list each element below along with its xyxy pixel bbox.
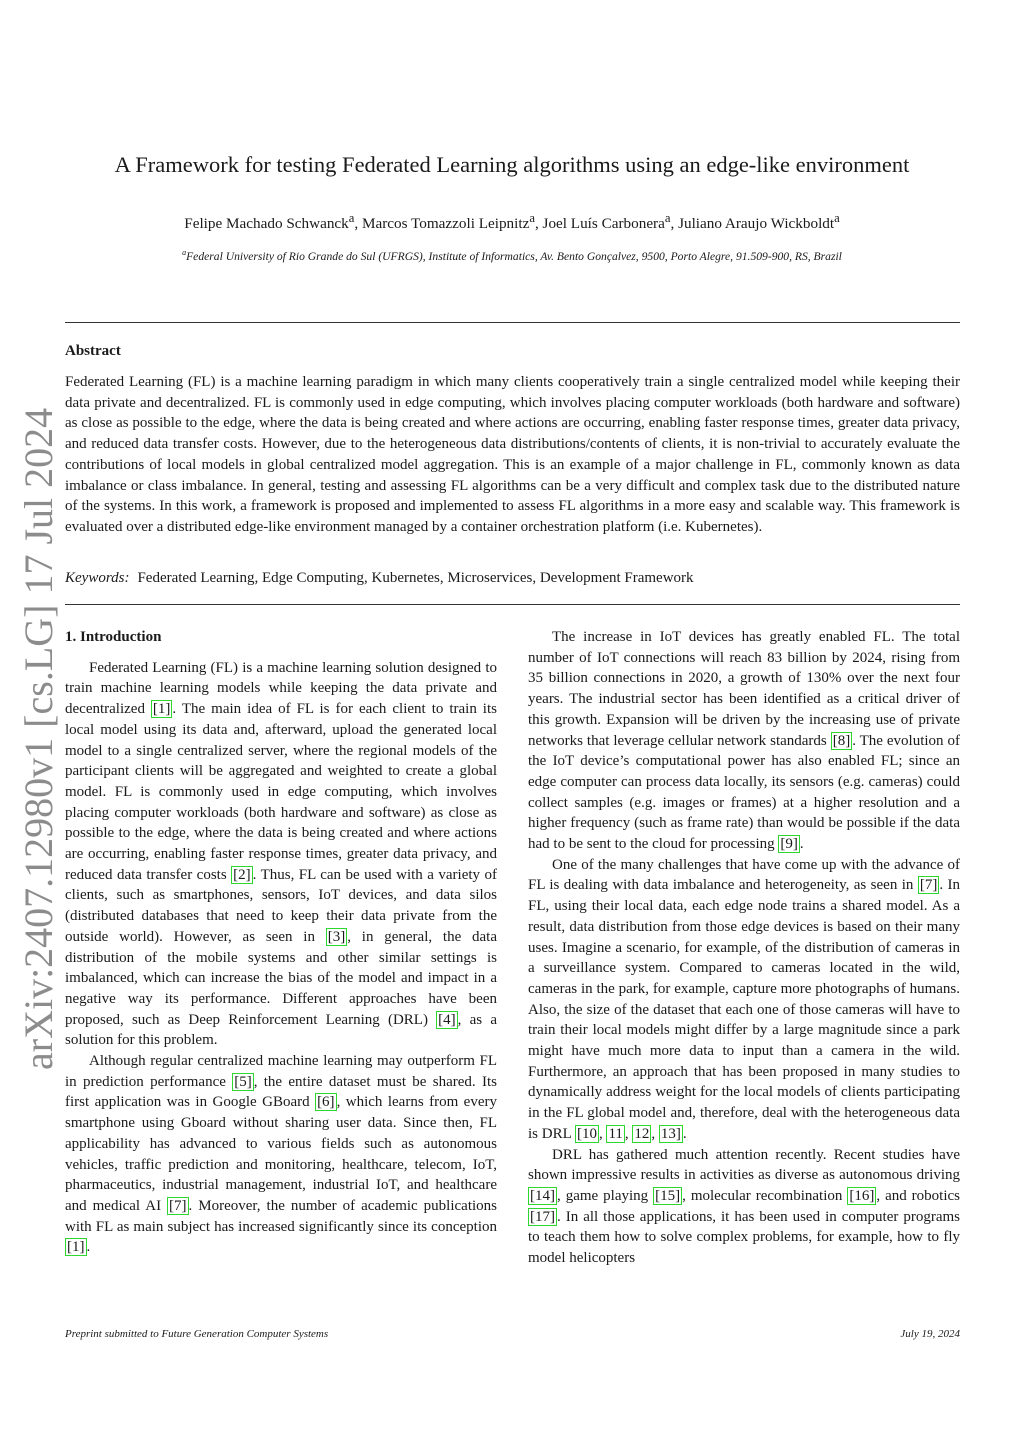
keywords-text: Federated Learning, Edge Computing, Kubernetes, Microservices, Development Framework [137,570,694,586]
paragraph-text: . In all those applications, it has been used in computer programs to teach them how to solve complex problems, for example, how to fly model helicopters [528,1208,960,1267]
citation-link[interactable]: 11 [608,1125,623,1142]
paragraph-text: The increase in IoT devices has greatly enabled FL. The total number of IoT connections will reach 83 billion by 2024, rising from 35 billion connections in 2020, a growth of 130% over the next four years. The industrial sector has been identified as a critical driver of this growth. Expansion will be driven by the increasing use of private networks that leverage cellular network standards [528,629,960,749]
body-paragraph [65,658,497,1051]
citation-link[interactable]: [6] [317,1094,335,1111]
paragraph-text: Federated Learning (FL) is a machine learning solution designed to train machine learning models while keeping the data private and decentralized [65,659,497,718]
paragraph-text: . The evolution of the IoT device’s computational power has also enabled FL; since an edge computer can process data locally, its sensors (e.g. cameras) could collect samples (e.g. images or frames) at a higher resolution and a higher frequency (such as frame rate) than would be possible if the data had to be sent to the cloud for processing [528,732,960,853]
paragraph-text: , [651,1125,659,1142]
paragraph-text: , [624,1125,633,1142]
paragraph-text: . Moreover, the number of academic publications with FL as main subject has increased significantly since its conception [65,1197,497,1235]
author-affiliation-mark: a [664,211,671,225]
bottom-rule [65,604,960,605]
body-paragraph [528,1145,960,1269]
citation-link[interactable]: [1] [152,701,171,718]
paragraph-text: , molecular recombination [682,1187,848,1204]
citation-link[interactable]: [7] [169,1197,187,1214]
citation-link[interactable]: [17] [530,1208,555,1225]
paragraph-text: , which learns from every smartphone using Gboard without sharing user data. Since then, FL applicability has advanced to various fields such as autonomous vehicles, traffic prediction and monitoring, healthcare, telecom, IoT, pharmaceutics, industrial management, industrial IoT, and healthcare and medical AI [65,1094,497,1214]
paragraph-text: DRL has gathered much attention recently. Recent studies have shown impressive results in activities as diverse as autonomous driving [528,1146,960,1184]
author-affiliation-mark: a [348,211,355,225]
paragraph-text: , and robotics [876,1187,961,1204]
author-affiliation-mark: a [834,211,840,225]
author-name: Juliano Araujo Wickboldt [678,215,835,233]
citation-link[interactable]: [15] [655,1187,681,1204]
keywords-label: Keywords: [65,570,130,586]
citation-link[interactable]: [10 [576,1125,597,1142]
footer-journal: Preprint submitted to Future Generation Computer Systems [65,1328,329,1340]
author-affiliation-mark: a [529,211,535,225]
paragraph-text: . In FL, using their local data, each edge node trains a shared model. As a result, data distribution from those edge devices is based on their many uses. Imagine a scenario, for example, of the distribution of cameras in a surveillance system. Compared to cameras located in the wild, cameras in the park, for example, capture more photographs of humans. Also, the size of the dataset that each one of those cameras will have to train their local models might differ by a large magnitude since a park might have much more data to input than a camera in the wild. Furthermore, an approach that has been proposed in many studies to dynamically address weight for the local models of clients participating in the FL global model and, therefore, deal with the heterogeneous data is DRL [528,877,961,1142]
abstract-heading: Abstract [65,343,121,359]
body-paragraph [528,627,960,855]
affiliation-text: Federal University of Rio Grande do Sul (UFRGS), Institute of Informatics, Av. Bento Gonçalvez, 9500, Porto Alegre, 91.509-900, RS, Brazil [186,249,842,263]
citation-link[interactable]: [4] [438,1011,456,1028]
section-heading: 1. Introduction [65,629,162,645]
paragraph-text: , [598,1125,607,1142]
author-name: Joel Luís Carbonera [542,215,665,233]
paragraph-text: Although regular centralized machine learning may outperform FL in prediction performance [65,1053,497,1090]
footer-date: July 19, 2024 [900,1328,960,1340]
citation-link[interactable]: [16] [849,1187,875,1204]
left-column [65,627,497,1258]
paragraph-text: . [799,836,804,853]
paragraph-text: , in general, the data distribution of the mobile systems and other similar settings is imbalanced, which can increase the bias of the model and impact in a negative way its performance. Different approaches have been proposed, such as Deep Reinforcement Learning (DRL) [65,928,497,1028]
citation-link[interactable]: [7] [919,877,938,894]
citation-link[interactable]: 12 [634,1125,650,1142]
citation-link[interactable]: 13] [660,1125,681,1142]
keywords-line [65,568,960,588]
author-name: Felipe Machado Schwanck [184,215,349,233]
abstract-text: Federated Learning (FL) is a machine learning paradigm in which many clients cooperatively train a single centralized model while keeping their data private and decentralized. FL is commonly used in edge computing, which involves placing computer workloads (both hardware and software) as close as possible to the edge, where the data is being created and where actions are occurring, enabling faster response times, greater data privacy, and reduced data transfer costs. However, due to the heterogeneous data distributions/contents of clients, it is non-trivial to accurately evaluate the contributions of local models in global centralized model aggregation. This is an example of a major challenge in FL, commonly known as data imbalance or class imbalance. In general, testing and assessing FL algorithms can be a very difficult and complex task due to the distributed nature of the systems. In this work, a framework is proposed and implemented to assess FL algorithms in a more easy and scalable way. This framework is evaluated over a distributed edge-like environment managed by a container orchestration platform (i.e. Kubernetes). [65,374,960,535]
paper-title: A Framework for testing Federated Learning algorithms using an edge-like environment [114,152,910,177]
paragraph-text: , as a solution for this problem. [65,1011,498,1049]
citation-link[interactable]: [9] [780,836,798,853]
affiliation-mark: a [182,248,187,257]
author-list: Felipe Machado Schwanck$^a$, Marcos Tomazzoli Leipnitz$^a$, Joel Luís Carbonera$^a$, Juliano Araujo Wickboldt$^a$ [184,211,840,233]
citation-link[interactable]: [1] [67,1239,85,1256]
affiliation [60,245,964,265]
paragraph-text: . Thus, FL can be used with a variety of clients, such as smartphones, sensors, IoT devices, and data silos (distributed databases that need to keep their data private from the outside world). However, as seen in [65,866,497,945]
citation-link[interactable]: [5] [234,1073,252,1090]
paragraph-text: . The main idea of FL is for each client to train its local model using its data and, afterward, upload the generated local model to a single centralized server, where the regional models of the participant clients will be aggregated and weighted to create a global model. FL is commonly used in edge computing, which involves placing computer workloads (both hardware and software) as close as possible to the edge, where the data is being created and where actions are occurring, enabling faster response times, greater data privacy, and reduced data transfer costs [65,701,497,883]
right-column [528,627,960,1269]
citation-link[interactable]: [3] [327,928,346,945]
author-name: Marcos Tomazzoli Leipnitz [361,215,530,233]
body-paragraph [528,855,960,1145]
citation-link[interactable]: [14] [530,1187,555,1204]
paragraph-text: One of the many challenges that have come up with the advance of FL is dealing with data imbalance and heterogeneity, as seen in [528,856,960,894]
paragraph-text: , game playing [557,1187,654,1204]
paragraph-text: . [86,1239,91,1256]
citation-link[interactable]: [8] [832,732,851,749]
body-paragraph [65,1051,497,1258]
left-column-body [65,658,497,1258]
paragraph-text: , the entire dataset must be shared. Its first application was in Google GBoard [65,1073,497,1111]
top-rule [65,322,960,323]
right-column-body [528,627,960,1269]
paragraph-text: . [682,1125,687,1142]
citation-link[interactable]: [2] [233,866,251,883]
arxiv-identifier-sidebar: arXiv:2407.12980v1 [cs.LG] 17 Jul 2024 [16,407,61,1070]
